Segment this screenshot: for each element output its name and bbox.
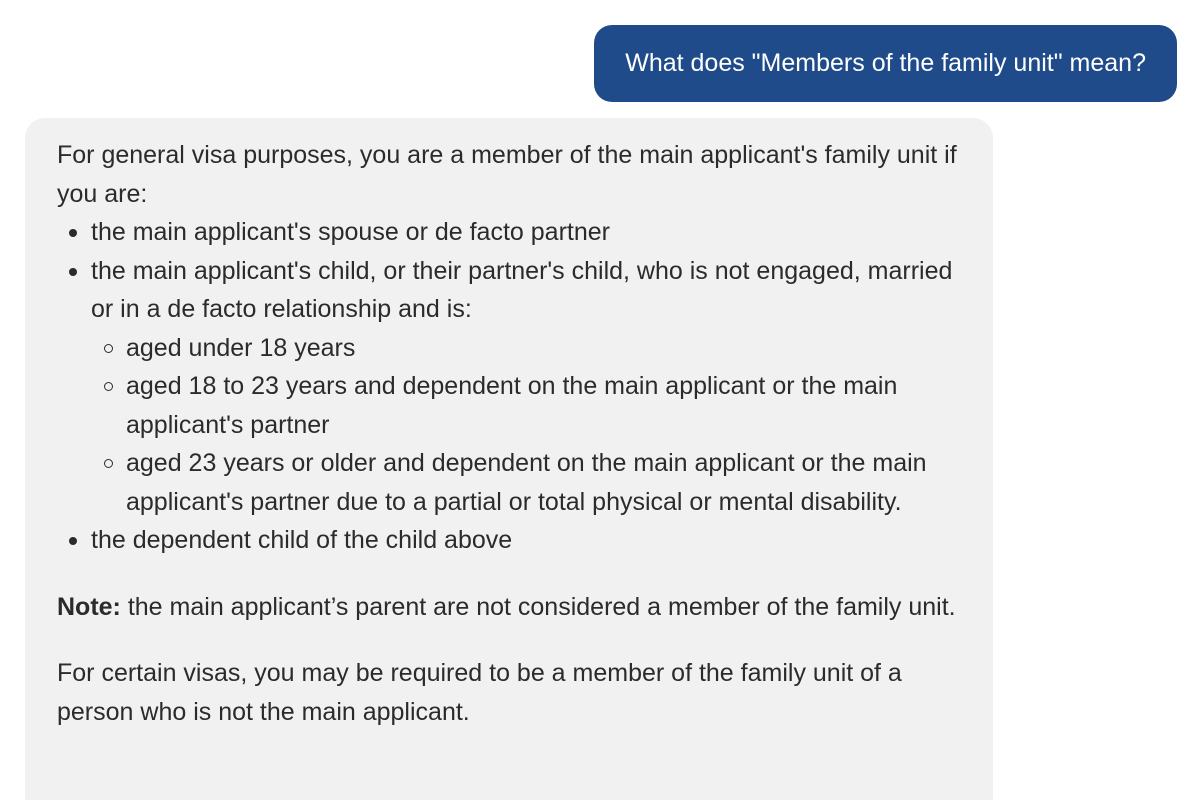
sub-list-item	[126, 329, 973, 368]
user-message-text: What does "Members of the family unit" mean?	[625, 49, 1146, 77]
child-conditions-list	[91, 329, 973, 522]
note-paragraph	[57, 588, 973, 627]
note-text: the main applicant’s parent are not considered a member of the family unit.	[120, 592, 956, 621]
list-item	[91, 521, 973, 560]
list-item-text: the main applicant's spouse or de facto partner	[91, 218, 610, 246]
list-item-text: the main applicant's child, or their partner's child, who is not engaged, married or in a de facto relationship and is:	[91, 256, 953, 323]
list-item	[91, 213, 973, 252]
assistant-intro-text: For general visa purposes, you are a member of the main applicant's family unit if you are:	[57, 141, 957, 208]
list-item-text: the dependent child of the child above	[91, 526, 513, 554]
assistant-message-bubble	[25, 118, 993, 800]
closing-paragraph: For certain visas, you may be required to be a member of the family unit of a person who is not the main applicant.	[57, 659, 902, 726]
sub-list-item-text: aged 18 to 23 years and dependent on the main applicant or the main applicant's partner	[126, 372, 898, 439]
sub-list-item	[126, 367, 973, 444]
note-label: Note:	[57, 592, 121, 621]
sub-list-item	[126, 444, 973, 521]
sub-list-item-text: aged under 18 years	[126, 333, 356, 362]
user-message-bubble	[594, 25, 1177, 102]
sub-list-item-text: aged 23 years or older and dependent on the main applicant or the main applicant's partner due to a partial or total physical or mental disability.	[126, 449, 927, 516]
list-item	[91, 252, 973, 522]
family-unit-list	[57, 213, 973, 560]
